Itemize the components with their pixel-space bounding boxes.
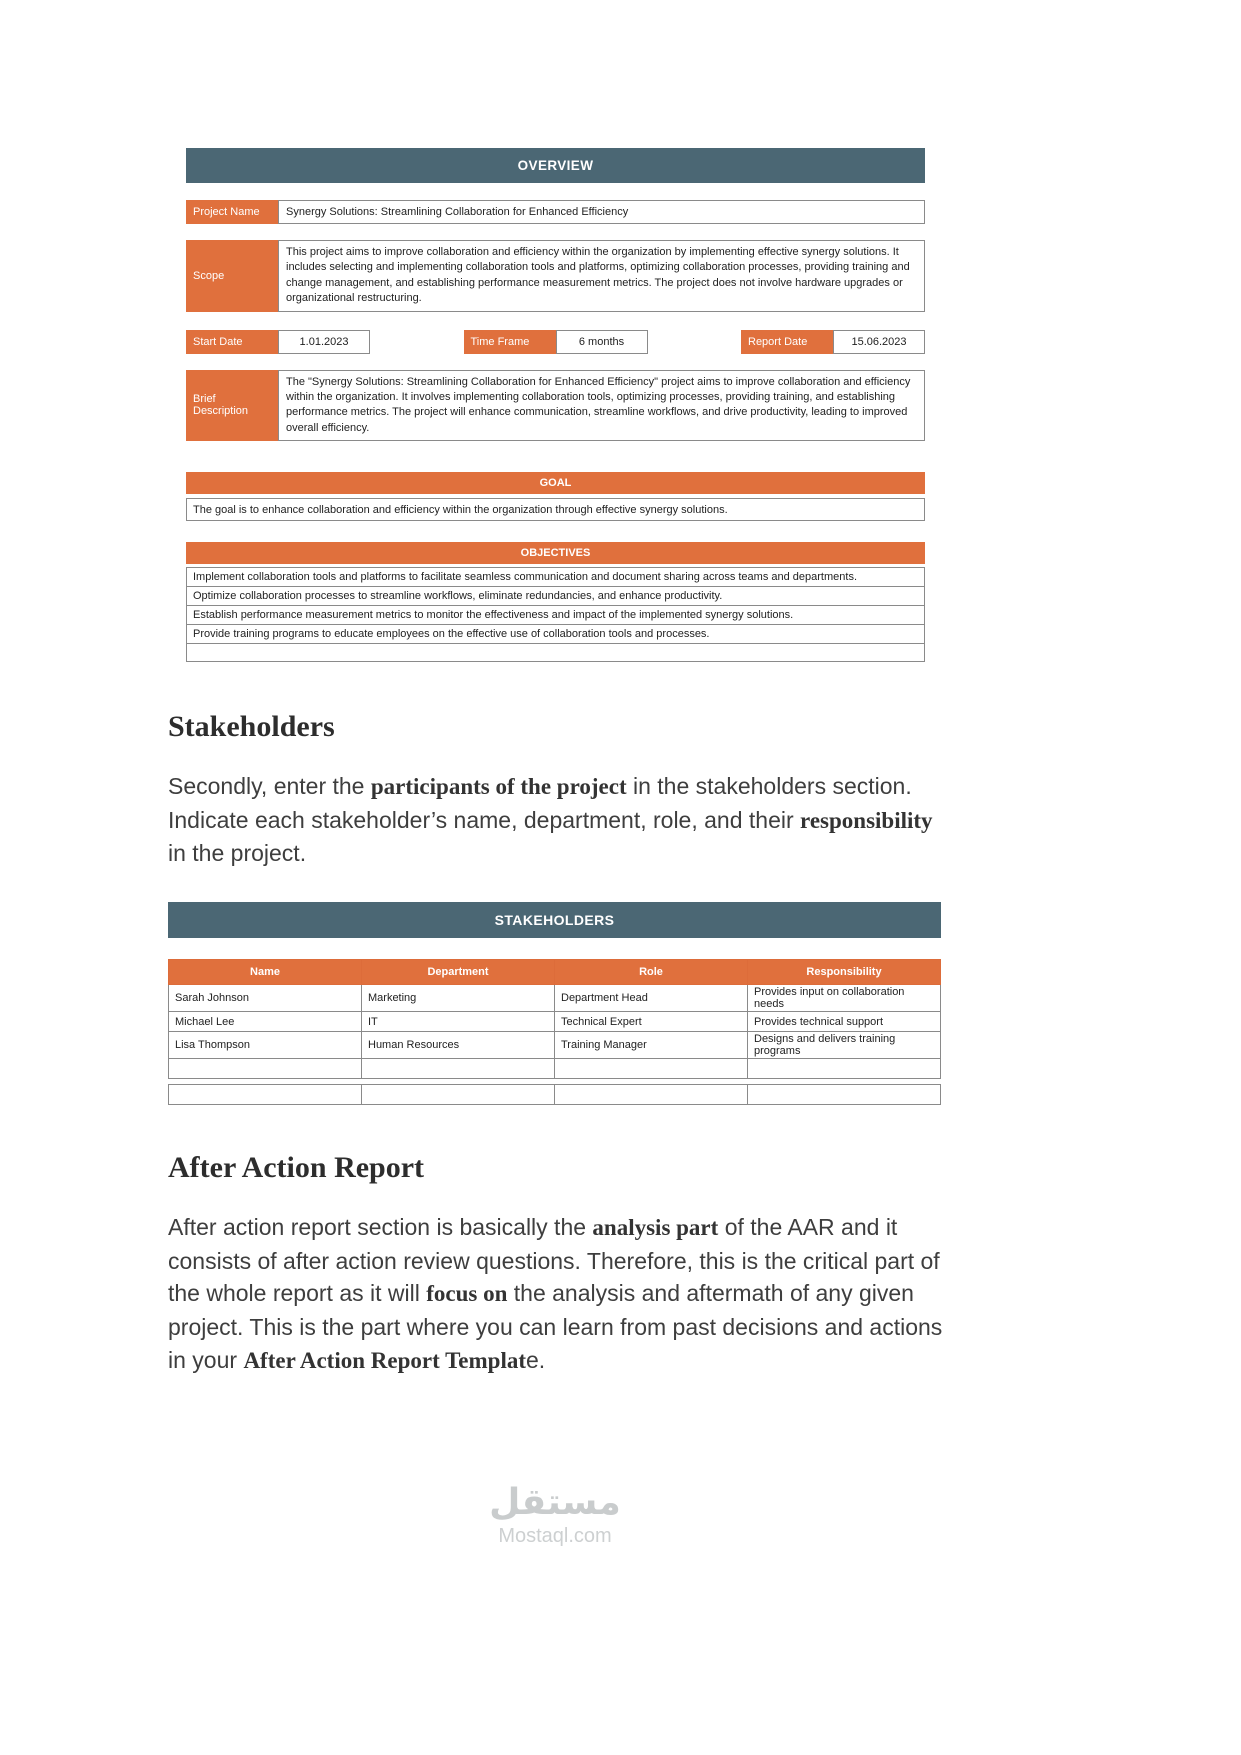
project-name-row	[186, 200, 925, 224]
report-date-value: 15.06.2023	[833, 330, 925, 354]
cell-responsibility: Provides input on collaboration needs	[748, 985, 941, 1012]
report-date-group	[741, 330, 925, 354]
aar-text: After action report section is basically the	[168, 1214, 593, 1241]
after-action-report-heading: After Action Report	[168, 1151, 425, 1185]
intro-bold: participants of the project	[370, 774, 627, 800]
watermark-domain: Mostaql.com	[498, 1525, 612, 1547]
objective-item: Optimize collaboration processes to streamline workflows, eliminate redundancies, and enhance productivity.	[186, 586, 925, 606]
aar-bold: focus on	[426, 1281, 508, 1307]
objectives-header-bar	[186, 542, 925, 564]
cell-name: Lisa Thompson	[169, 1032, 362, 1059]
brief-description-label: Brief Description	[186, 370, 278, 442]
time-frame-label: Time Frame	[464, 330, 556, 354]
intro-text: in the stakeholders section. Indicate each stakeholder’s name, department, role, and their	[168, 773, 912, 833]
start-date-group	[186, 330, 370, 354]
cell-empty	[362, 1059, 555, 1079]
cell-empty	[555, 1059, 748, 1079]
cell-empty	[362, 1085, 555, 1105]
time-frame-value: 6 months	[556, 330, 648, 354]
stakeholders-table	[168, 959, 941, 1079]
cell-name: Sarah Johnson	[169, 985, 362, 1012]
table-row-empty	[169, 1059, 941, 1079]
overview-section	[186, 148, 925, 662]
objectives-title: OBJECTIVES	[520, 547, 591, 560]
brief-description-value: The "Synergy Solutions: Streamlining Collaboration for Enhanced Efficiency" project aims to improve collaboration and efficiency within the organization. It involves implementing collaboration tools, optimizing processes, providing training, and establishing performance metrics. The project will enhance communication, streamline workflows, and drive productivity, leading to improved overall efficiency.	[278, 370, 925, 442]
cell-role: Department Head	[555, 985, 748, 1012]
aar-bold: After Action Report Templat	[243, 1347, 527, 1373]
cell-empty	[169, 1059, 362, 1079]
project-name-label: Project Name	[186, 200, 278, 224]
cell-role: Training Manager	[555, 1032, 748, 1059]
cell-department: Human Resources	[362, 1032, 555, 1059]
table-row	[169, 1032, 941, 1059]
cell-role: Technical Expert	[555, 1012, 748, 1032]
start-date-label: Start Date	[186, 330, 278, 354]
scope-value: This project aims to improve collaboration and efficiency within the organization by implementing effective synergy solutions. It includes selecting and implementing collaboration tools and platforms, optimizing collaboration processes, providing training and change management, and establishing performance measurement metrics. The project does not involve hardware upgrades or organizational restructuring.	[278, 240, 925, 312]
objective-item: Implement collaboration tools and platforms to facilitate seamless communication and document sharing across teams and departments.	[186, 567, 925, 587]
cell-empty	[169, 1085, 362, 1105]
start-date-value: 1.01.2023	[278, 330, 370, 354]
stakeholders-heading: Stakeholders	[168, 710, 335, 744]
cell-responsibility: Designs and delivers training programs	[748, 1032, 941, 1059]
stakeholders-table-title: STAKEHOLDERS	[494, 912, 615, 929]
brief-description-row	[186, 370, 925, 442]
column-header-department: Department	[362, 960, 555, 985]
cell-department: IT	[362, 1012, 555, 1032]
report-date-label: Report Date	[741, 330, 833, 354]
dates-row	[186, 330, 925, 354]
after-action-paragraph	[168, 1211, 953, 1377]
project-name-value: Synergy Solutions: Streamlining Collaboration for Enhanced Efficiency	[278, 200, 925, 224]
aar-bold: analysis part	[592, 1215, 719, 1241]
objective-item: Provide training programs to educate employees on the effective use of collaboration tools and processes.	[186, 624, 925, 644]
goal-text: The goal is to enhance collaboration and efficiency within the organization through effective synergy solutions.	[186, 498, 925, 521]
intro-text: in the project.	[168, 840, 307, 867]
cell-responsibility: Provides technical support	[748, 1012, 941, 1032]
intro-bold: responsibility	[800, 807, 933, 833]
table-row	[169, 985, 941, 1012]
goal-title: GOAL	[539, 477, 572, 490]
time-frame-group	[464, 330, 648, 354]
column-header-name: Name	[169, 960, 362, 985]
column-header-responsibility: Responsibility	[748, 960, 941, 985]
scope-label: Scope	[186, 240, 278, 312]
watermark	[0, 1482, 1110, 1548]
aar-text: of the AAR and it consists of after action review questions. Therefore, this is the critical part of the whole report as it will	[168, 1214, 940, 1307]
table-row	[169, 1012, 941, 1032]
stakeholders-table-extra-row	[168, 1084, 941, 1105]
aar-text: e.	[526, 1346, 546, 1373]
aar-text: the analysis and aftermath of any given project. This is the part where you can learn from past decisions and actions in your	[168, 1280, 943, 1373]
stakeholders-header-bar	[168, 902, 941, 938]
cell-name: Michael Lee	[169, 1012, 362, 1032]
objective-item-empty	[186, 643, 925, 662]
objective-item: Establish performance measurement metrics to monitor the effectiveness and impact of the implemented synergy solutions.	[186, 605, 925, 625]
overview-title: OVERVIEW	[517, 158, 594, 173]
overview-header-bar	[186, 148, 925, 183]
intro-text: Secondly, enter the	[168, 773, 371, 800]
cell-empty	[748, 1059, 941, 1079]
stakeholders-intro-paragraph	[168, 770, 953, 870]
column-header-role: Role	[555, 960, 748, 985]
cell-empty	[555, 1085, 748, 1105]
watermark-arabic: مستقل	[489, 1482, 621, 1523]
goal-header-bar	[186, 472, 925, 494]
table-row-empty	[169, 1085, 941, 1105]
stakeholders-header-row	[169, 960, 941, 985]
cell-empty	[748, 1085, 941, 1105]
scope-row	[186, 240, 925, 312]
cell-department: Marketing	[362, 985, 555, 1012]
